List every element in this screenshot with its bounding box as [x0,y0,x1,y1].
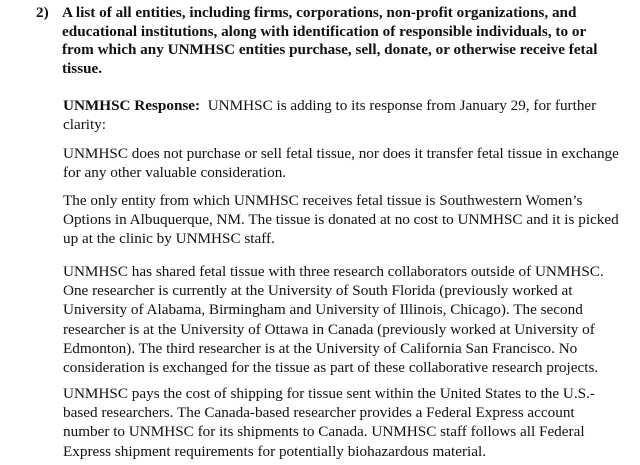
question-text: A list of all entities, including firms, corporations, non-profit organizations, and educational institutions, along with identification of responsible individuals, to or from which any UNMHSC entities purchase, sell, donate, or otherwise receive fetal tissue. [62,4,598,77]
question-number: 2) [36,4,49,21]
response-paragraph-source: The only entity from which UNMHSC receives fetal tissue is Southwestern Women’s Options in Albuquerque, NM. The tissue is donated at no cost to UNMHSC and it is picked up at the clinic by UNMHSC staff. [63,192,619,248]
response-paragraph-no-sale: UNMHSC does not purchase or sell fetal tissue, nor does it transfer fetal tissue in exchange for any other valuable consideration. [63,145,619,182]
response-intro-text: UNMHSC is adding to its response from January 29, for further clarity: [63,97,597,134]
response-paragraph-collaborators: UNMHSC has shared fetal tissue with three research collaborators outside of UNMHSC. One researcher is currently at the University of South Florida (previously worked at University of Alabama, Birmingham and University of Illinois, Chicago). The second researcher is at the University of Ottawa in Canada (previously worked at University of Edmonton). The third researcher is at the University of California San Francisco. No consideration is exchanged for the tissue as part of these collaborative research projects. [63,263,604,377]
response-label: UNMHSC Response: [63,97,201,114]
response-paragraph-shipping: UNMHSC pays the cost of shipping for tissue sent within the United States to the U.S.-based researchers. The Canada-based researcher provides a Federal Express account number to UNMHSC for its shipments to Canada. UNMHSC staff follows all Federal Express shipment requirements for potentially biohazardous material. [63,385,595,460]
question-item [36,4,606,78]
response-intro-paragraph [63,96,623,134]
